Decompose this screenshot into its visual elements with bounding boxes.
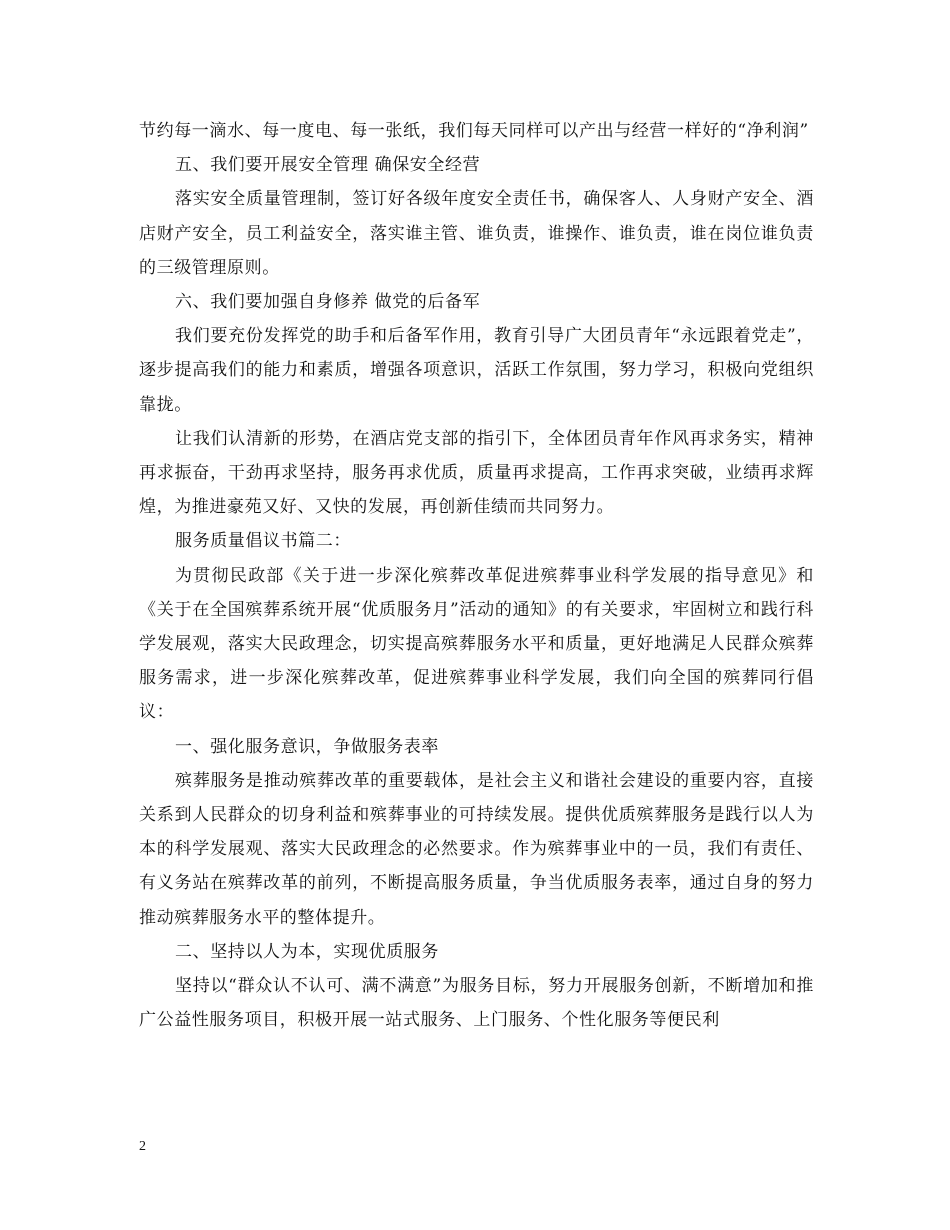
paragraph-5: 为贯彻民政部《关于进一步深化殡葬改革促进殡葬事业科学发展的指导意见》和《关于在全国殡葬系统开展“优质服务月”活动的通知》的有关要求，牢固树立和践行科学发展观，落实大民政理念，切实提高殡葬服务水平和质量，更好地满足人民群众殡葬服务需求，进一步深化殡葬改革，促进殡葬事业科学发展，我们向全国的殡葬同行倡议：	[139, 565, 814, 723]
paragraph-6: 殡葬服务是推动殡葬改革的重要载体，是社会主义和谐社会建设的重要内容，直接关系到人民群众的切身利益和殡葬事业的可持续发展。提供优质殡葬服务是践行以人为本的科学发展观、落实大民政理念的必然要求。作为殡葬事业中的一员，我们有责任、有义务站在殡葬改革的前列，不断提高服务质量，争当优质服务表率，通过自身的努力推动殡葬服务水平的整体提升。	[139, 770, 814, 928]
paragraph-2: 落实安全质量管理制，签订好各级年度安全责任书，确保客人、人身财产安全、酒店财产安全，员工利益安全，落实谁主管、谁负责，谁操作、谁负责，谁在岗位谁负责的三级管理原则。	[139, 189, 814, 278]
page-number: 2	[139, 1139, 146, 1154]
section-heading-6: 六、我们要加强自身修养 做党的后备军	[175, 292, 481, 313]
paragraph-3: 我们要充份发挥党的助手和后备军作用，教育引导广大团员青年“永远跟着党走”，逐步提高我们的能力和素质，增强各项意识，活跃工作氛围，努力学习，积极向党组织靠拢。	[139, 326, 814, 415]
paragraph-4: 让我们认清新的形势，在酒店党支部的指引下，全体团员青年作风再求务实，精神再求振奋，干劲再求坚持，服务再求优质，质量再求提高，工作再求突破，业绩再求辉煌，为推进豪苑又好、又快的发展，再创新佳绩而共同努力。	[139, 428, 814, 518]
section-heading-1: 一、强化服务意识，争做服务表率	[175, 736, 439, 757]
document-body	[139, 114, 814, 1037]
section-heading-5: 五、我们要开展安全管理 确保安全经营	[175, 155, 481, 176]
section-heading-2: 二、坚持以人为本，实现优质服务	[175, 941, 439, 962]
paragraph-7: 坚持以“群众认不认可、满不满意”为服务目标，努力开展服务创新，不断增加和推广公益性服务项目，积极开展一站式服务、上门服务、个性化服务等便民利	[139, 976, 814, 1031]
article-heading-2: 服务质量倡议书篇二：	[175, 531, 351, 552]
paragraph-1: 节约每一滴水、每一度电、每一张纸，我们每天同样可以产出与经营一样好的“净利润”	[139, 121, 809, 141]
